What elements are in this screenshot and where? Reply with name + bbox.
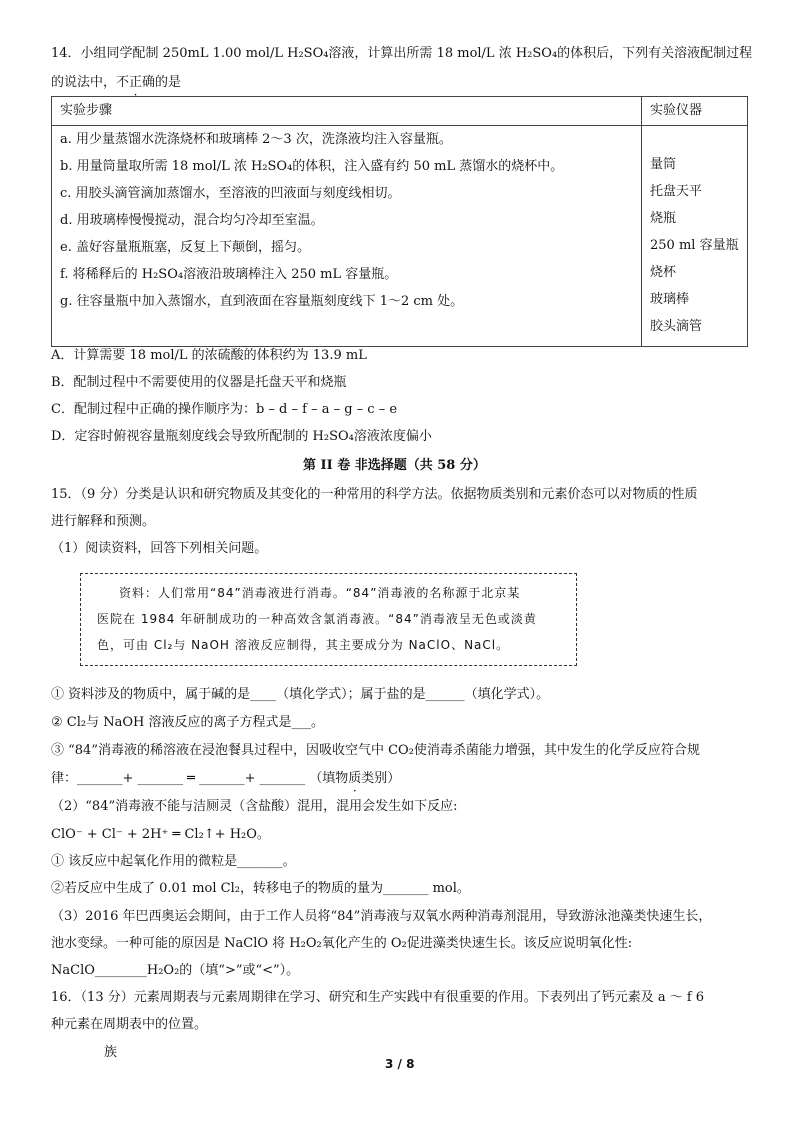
q15-part1-title: （1）阅读资料，回答下列相关问题。	[51, 541, 268, 556]
table-header-steps: 实验步骤	[60, 103, 113, 118]
step-b: b. 用量筒量取所需 18 mol/L 浓 H₂SO₄的体积，注入盛有约 50 mL 蒸馏水的烧杯中。	[60, 159, 564, 174]
table-header-instruments: 实验仪器	[650, 103, 703, 118]
page-number: 3 / 8	[385, 1057, 415, 1071]
q15-emphasis-text: 填物质类别 ·	[322, 771, 387, 786]
q15-part2-sub2: ②若反应中生成了 0.01 mol Cl₂，转移电子的物质的量为_______ mol。	[51, 881, 470, 896]
q16-intro-line1: 16．（13 分）元素周期表与元素周期律在学习、研究和生产实践中有很重要的作用。下表列出了钙元素及 a ～ f 6	[51, 990, 705, 1005]
note-line: 医院在 1984 年研制成功的一种高效含氯消毒液。“84”消毒液呈无色或淡黄	[97, 612, 537, 626]
step-a: a. 用少量蒸馏水洗涤烧杯和玻璃棒 2～3 次，洗涤液均注入容量瓶。	[60, 132, 452, 147]
instrument-item: 胶头滴管	[650, 319, 703, 334]
q14-emphasis-text: 不正确	[116, 75, 156, 90]
q15-sub2: ② Cl₂与 NaOH 溶液反应的离子方程式是___。	[51, 715, 324, 730]
q15-intro-line1: 15．（9 分）分类是认识和研究物质及其变化的一种常用的科学方法。依据物质类别和元素价态可以对物质的性质	[51, 487, 698, 502]
q15-intro-line2: 进行解释和预测。	[51, 514, 156, 529]
q14-stem-prefix: 的说法中，	[51, 75, 117, 90]
reaction-equation: ClO⁻ + Cl⁻ + 2H⁺ ═ Cl₂↑+ H₂O。	[51, 827, 270, 842]
q15-blanks: 律：_______+ _______ ═ _______+ _______ （	[51, 771, 323, 786]
experiment-table	[51, 96, 748, 347]
instrument-item: 烧杯	[650, 265, 677, 280]
q14-stem-suffix: 的是	[155, 75, 182, 90]
q15-sub3-line2	[51, 770, 400, 788]
step-d: d. 用玻璃棒慢慢搅动，混合均匀冷却至室温。	[60, 213, 324, 228]
instrument-item: 250 ml 容量瓶	[650, 238, 739, 253]
instruments-cell	[642, 126, 748, 347]
table-header-steps-cell	[52, 97, 642, 126]
q14-stem-line1: 14．小组同学配制 250mL 1.00 mol/L H₂SO₄溶液，计算出所需 18 mol/L 浓 H₂SO₄的体积后，下列有关溶液配制过程	[51, 46, 753, 61]
q15-sub3-line1: ③ “84”消毒液的稀溶液在浸泡餐具过程中，因吸收空气中 CO₂使消毒杀菌能力增强，其中发生的化学反应符合规	[51, 743, 700, 758]
instrument-item: 量筒	[650, 157, 677, 172]
q14-stem-line2	[51, 74, 181, 92]
step-g: g. 往容量瓶中加入蒸馏水，直到液面在容量瓶刻度线下 1～2 cm 处。	[60, 294, 464, 309]
option-b: B．配制过程中不需要使用的仪器是托盘天平和烧瓶	[51, 375, 347, 390]
q15-close-paren: ）	[387, 771, 401, 786]
instrument-item: 托盘天平	[650, 184, 703, 199]
q16-intro-line2: 种元素在周期表中的位置。	[51, 1017, 208, 1032]
step-c: c. 用胶头滴管滴加蒸馏水，至溶液的凹液面与刻度线相切。	[60, 186, 401, 201]
step-e: e. 盖好容量瓶瓶塞，反复上下颠倒，摇匀。	[60, 240, 310, 255]
table-header-instruments-cell	[642, 97, 748, 126]
q15-part2-sub1: ① 该反应中起氧化作用的微粒是_______。	[51, 854, 296, 869]
q15-part2-title: （2）“84”消毒液不能与洁厕灵（含盐酸）混用，混用会发生如下反应:	[51, 799, 458, 814]
option-a: A．计算需要 18 mol/L 的浓硫酸的体积约为 13.9 mL	[51, 348, 367, 363]
q15-part3-line3: NaClO________H₂O₂的（填“>”或“<”）。	[51, 963, 300, 978]
table-fragment-label: 族	[104, 1045, 118, 1060]
option-c: C．配制过程中正确的操作顺序为：b – d – f – a – g – c – e	[51, 402, 398, 417]
option-d: D．定容时俯视容量瓶刻度线会导致所配制的 H₂SO₄溶液浓度偏小	[51, 429, 432, 444]
note-line: 资料：人们常用“84”消毒液进行消毒。“84”消毒液的名称源于北京某	[119, 586, 521, 600]
instrument-item: 玻璃棒	[650, 292, 690, 307]
q15-part3-line1: （3）2016 年巴西奥运会期间，由于工作人员将“84”消毒液与双氧水两种消毒剂混用，导致游泳池藻类快速生长，	[51, 909, 712, 924]
section-title: 第 II 卷 非选择题（共 58 分）	[303, 458, 486, 473]
instrument-item: 烧瓶	[650, 211, 677, 226]
steps-cell	[52, 126, 642, 347]
q15-sub1: ① 资料涉及的物质中，属于碱的是____（填化学式）；属于盐的是______（填化学式）。	[51, 687, 550, 702]
note-line: 色，可由 Cl₂与 NaOH 溶液反应制得，其主要成分为 NaClO、NaCl。	[97, 638, 510, 652]
q15-part3-line2: 池水变绿。一种可能的原因是 NaClO 将 H₂O₂氧化产生的 O₂促进藻类快速生长。该反应说明氧化性:	[51, 936, 633, 951]
step-f: f. 将稀释后的 H₂SO₄溶液沿玻璃棒注入 250 mL 容量瓶。	[60, 267, 398, 282]
reference-material-box	[80, 573, 577, 666]
